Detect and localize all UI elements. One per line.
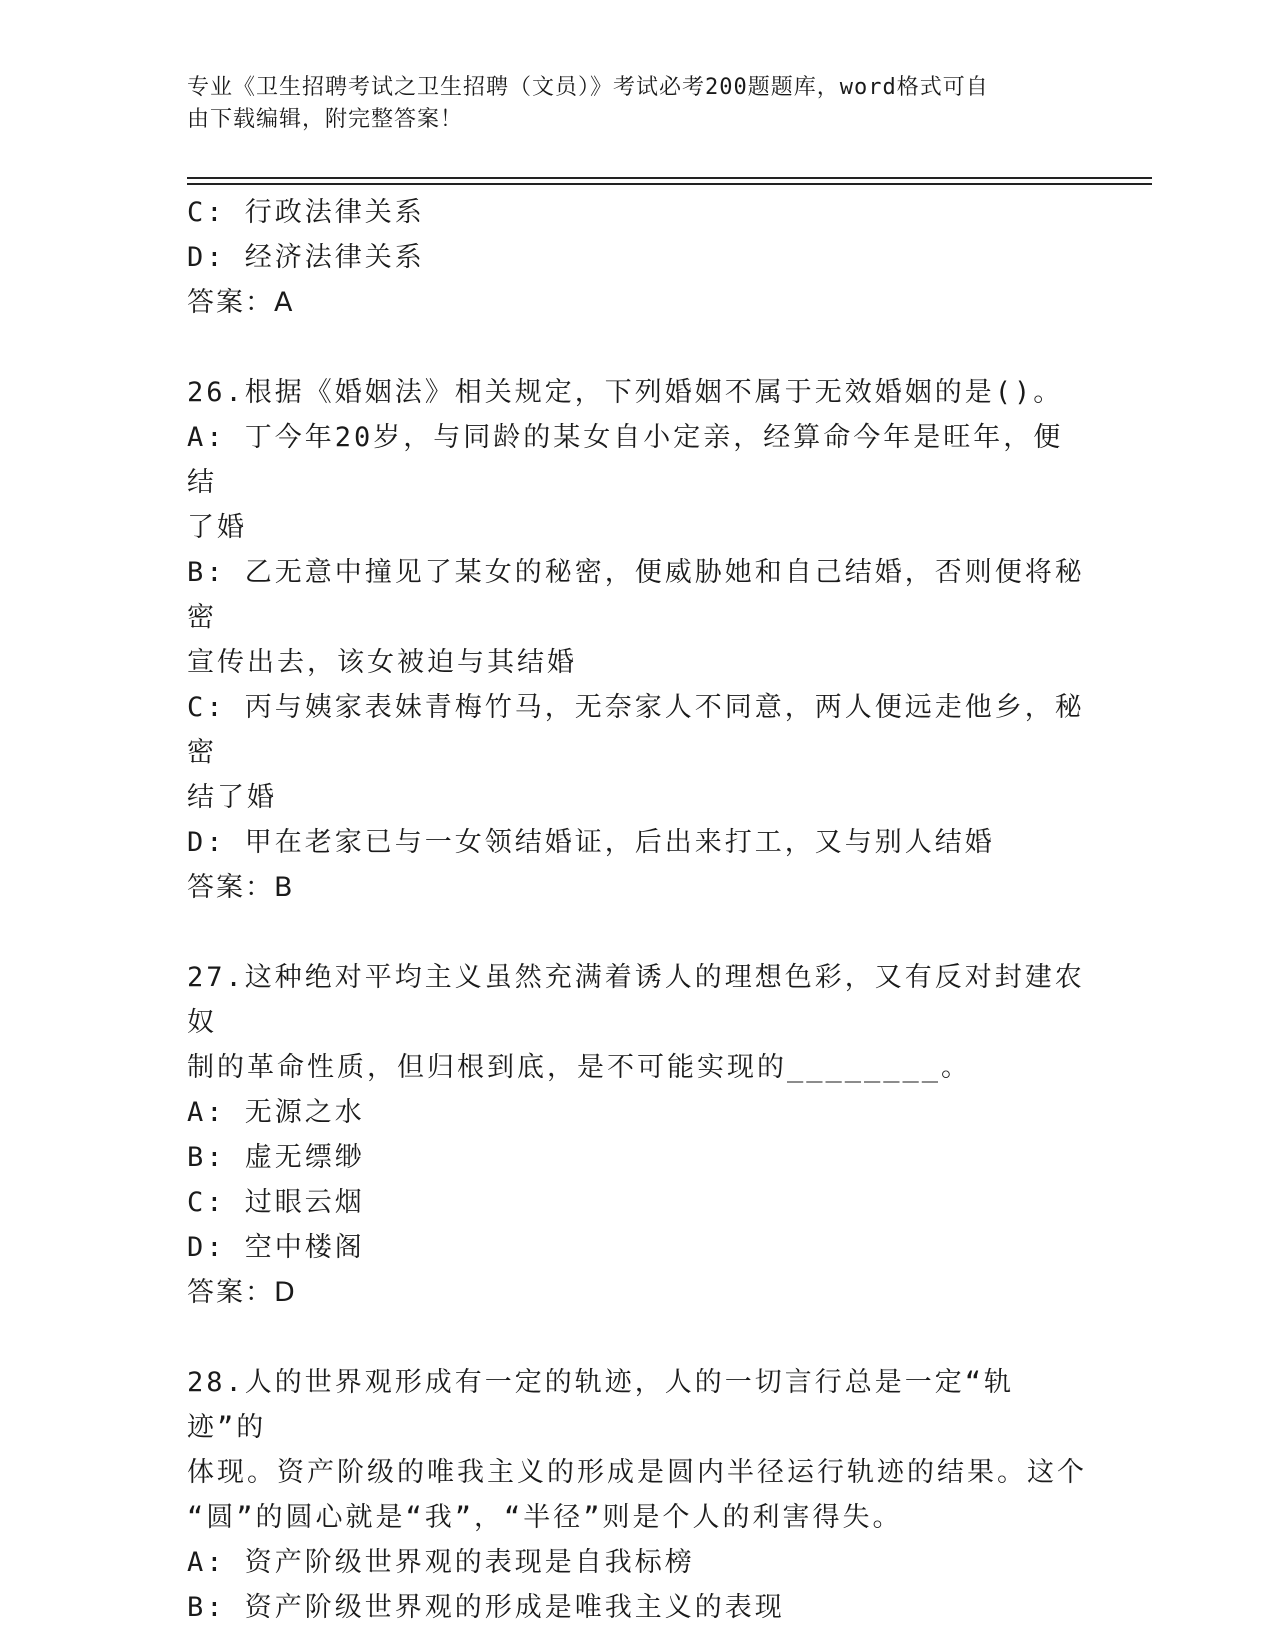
previous-question-tail: [187, 190, 1087, 325]
option-a: A: 丁今年20岁，与同龄的某女自小定亲，经算命今年是旺年，便结: [187, 422, 1064, 498]
option-c: C: 过眼云烟: [187, 1187, 365, 1218]
answer-line: 答案：A: [187, 287, 295, 318]
question-28: [187, 1360, 1087, 1630]
option-d: D: 空中楼阁: [187, 1232, 365, 1263]
question-stem: 28.人的世界观形成有一定的轨迹，人的一切言行总是一定“轨迹”的: [187, 1367, 1015, 1443]
option-a: A: 无源之水: [187, 1097, 365, 1128]
question-stem-continued: 制的革命性质，但归根到底，是不可能实现的________。: [187, 1052, 972, 1083]
option-c-continued: 结了婚: [187, 782, 277, 813]
option-d: D: 经济法律关系: [187, 242, 425, 273]
option-b: B: 资产阶级世界观的形成是唯我主义的表现: [187, 1592, 785, 1623]
option-c: C: 行政法律关系: [187, 197, 425, 228]
header-rule-top: [187, 177, 1152, 179]
header-rule-bottom: [187, 183, 1152, 185]
header-line-2: 由下载编辑，附完整答案！: [187, 107, 464, 132]
question-stem: 27.这种绝对平均主义虽然充满着诱人的理想色彩，又有反对封建农奴: [187, 962, 1085, 1038]
option-b: B: 乙无意中撞见了某女的秘密，便威胁她和自己结婚，否则便将秘密: [187, 557, 1085, 633]
option-b-continued: 宣传出去，该女被迫与其结婚: [187, 647, 577, 678]
question-26: [187, 370, 1087, 910]
answer-line: 答案：D: [187, 1277, 297, 1308]
option-a: A: 资产阶级世界观的表现是自我标榜: [187, 1547, 695, 1578]
option-a-continued: 了婚: [187, 512, 247, 543]
question-stem: 26.根据《婚姻法》相关规定，下列婚姻不属于无效婚姻的是()。: [187, 377, 1064, 408]
question-27: [187, 955, 1087, 1315]
question-stem-continued: 体现。资产阶级的唯我主义的形成是圆内半径运行轨迹的结果。这个: [187, 1457, 1087, 1488]
document-body: [187, 190, 1087, 1630]
option-c: C: 丙与姨家表妹青梅竹马，无奈家人不同意，两人便远走他乡，秘密: [187, 692, 1085, 768]
option-d: D: 甲在老家已与一女领结婚证，后出来打工，又与别人结婚: [187, 827, 995, 858]
answer-line: 答案：B: [187, 872, 295, 903]
header-line-1: 专业《卫生招聘考试之卫生招聘（文员）》考试必考200题题库，word格式可自: [187, 75, 989, 100]
question-stem-continued: “圆”的圆心就是“我”，“半径”则是个人的利害得失。: [187, 1502, 903, 1533]
document-header: [187, 72, 1087, 136]
option-b: B: 虚无缥缈: [187, 1142, 365, 1173]
